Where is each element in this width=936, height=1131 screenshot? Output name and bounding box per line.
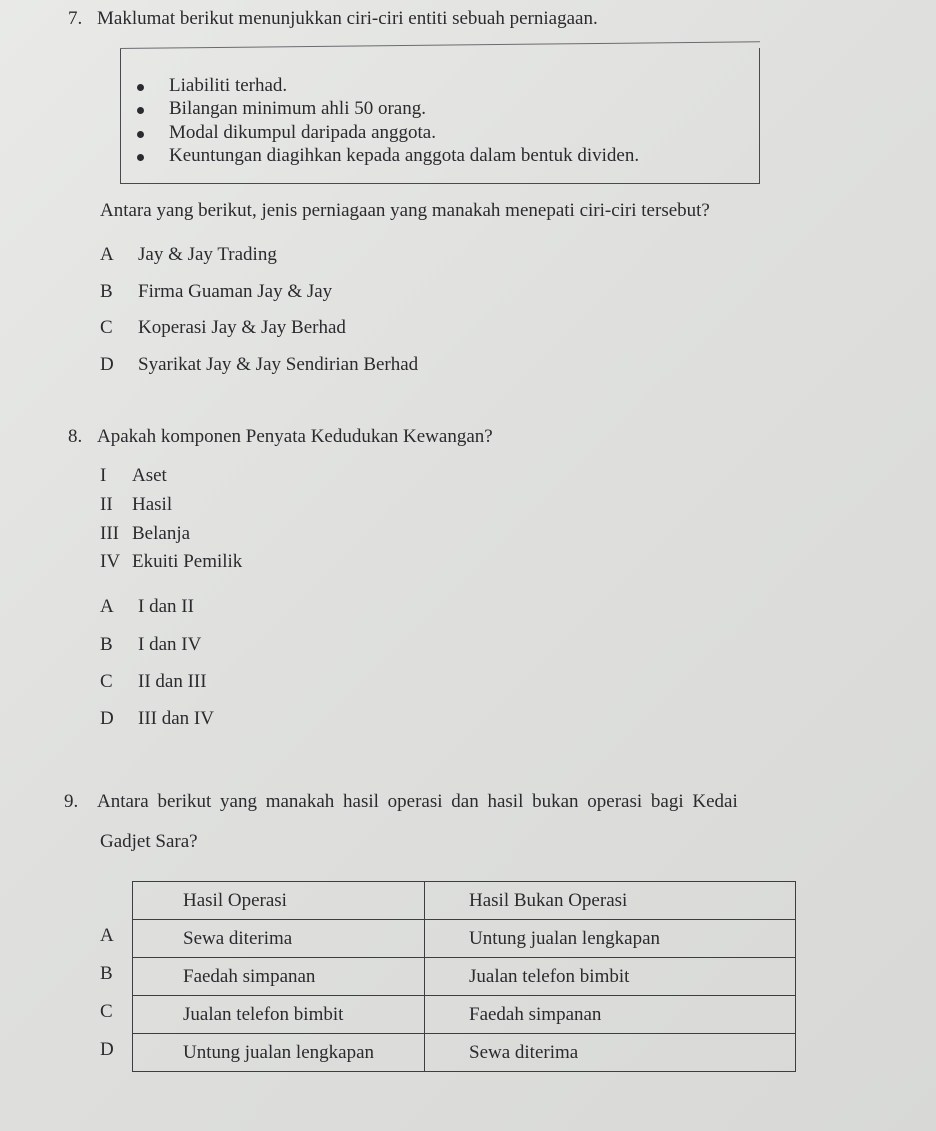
q8-stem-line [68, 426, 493, 448]
cell-operasi: Sewa diterima [133, 920, 425, 958]
q8-item-2: II Hasil [100, 494, 173, 515]
q7-option-b[interactable]: B Firma Guaman Jay & Jay [100, 281, 333, 302]
q7-option-d[interactable]: D Syarikat Jay & Jay Sendirian Berhad [100, 354, 419, 375]
q7-stem: Maklumat berikut menunjukkan ciri-ciri entiti sebuah perniagaan. [97, 8, 598, 29]
q7-option-c[interactable]: C Koperasi Jay & Jay Berhad [100, 317, 346, 338]
q8-stem: Apakah komponen Penyata Kedudukan Kewangan? [97, 426, 493, 447]
cell-bukan-operasi: Sewa diterima [425, 1034, 796, 1072]
q7-characteristics-box [120, 48, 760, 184]
q8-number: 8. [68, 426, 83, 447]
q7-bullet-2: Bilangan minimum ahli 50 orang. [169, 98, 426, 120]
bullet-icon [137, 107, 144, 114]
cell-bukan-operasi: Jualan telefon bimbit [425, 958, 796, 996]
bullet-icon [137, 131, 144, 138]
q9-number: 9. [64, 791, 79, 812]
bullet-icon [137, 84, 144, 91]
header-hasil-operasi: Hasil Operasi [133, 882, 425, 920]
table-row[interactable] [133, 958, 796, 996]
q9-options-table [132, 881, 796, 1072]
q8-item-1: I Aset [100, 465, 167, 486]
q7-bullet-4: Keuntungan diagihkan kepada anggota dalam bentuk dividen. [169, 145, 639, 167]
q8-option-b[interactable]: B I dan IV [100, 634, 202, 655]
table-row[interactable] [133, 920, 796, 958]
cell-operasi: Untung jualan lengkapan [133, 1034, 425, 1072]
table-header-row [133, 882, 796, 920]
q7-stem-line [68, 8, 598, 30]
q7-bullet-3: Modal dikumpul daripada anggota. [169, 122, 436, 144]
cell-operasi: Faedah simpanan [133, 958, 425, 996]
q9-stem-line1 [64, 791, 738, 813]
table-row[interactable] [133, 996, 796, 1034]
q8-item-3: III Belanja [100, 523, 191, 544]
q9-row-letter-a[interactable]: A [100, 925, 114, 946]
q8-option-d[interactable]: D III dan IV [100, 708, 214, 729]
cell-bukan-operasi: Untung jualan lengkapan [425, 920, 796, 958]
q7-question: Antara yang berikut, jenis perniagaan yang manakah menepati ciri-ciri tersebut? [100, 200, 710, 221]
q9-row-letter-b[interactable]: B [100, 963, 113, 984]
header-hasil-bukan-operasi: Hasil Bukan Operasi [425, 882, 796, 920]
q9-stem-line2: Gadjet Sara? [100, 831, 198, 852]
q7-bullet-1: Liabiliti terhad. [169, 75, 287, 97]
q8-option-c[interactable]: C II dan III [100, 671, 207, 692]
cell-operasi: Jualan telefon bimbit [133, 996, 425, 1034]
q9-row-letter-c[interactable]: C [100, 1001, 113, 1022]
q7-number: 7. [68, 8, 83, 29]
q8-item-4: IV Ekuiti Pemilik [100, 551, 243, 572]
q9-row-letter-d[interactable]: D [100, 1039, 114, 1060]
q8-option-a[interactable]: A I dan II [100, 596, 194, 617]
q9-stem: Antara berikut yang manakah hasil operasi dan hasil bukan operasi bagi Kedai [97, 791, 738, 812]
table-row[interactable] [133, 1034, 796, 1072]
bullet-icon [137, 154, 144, 161]
q7-option-a[interactable]: A Jay & Jay Trading [100, 244, 277, 265]
cell-bukan-operasi: Faedah simpanan [425, 996, 796, 1034]
